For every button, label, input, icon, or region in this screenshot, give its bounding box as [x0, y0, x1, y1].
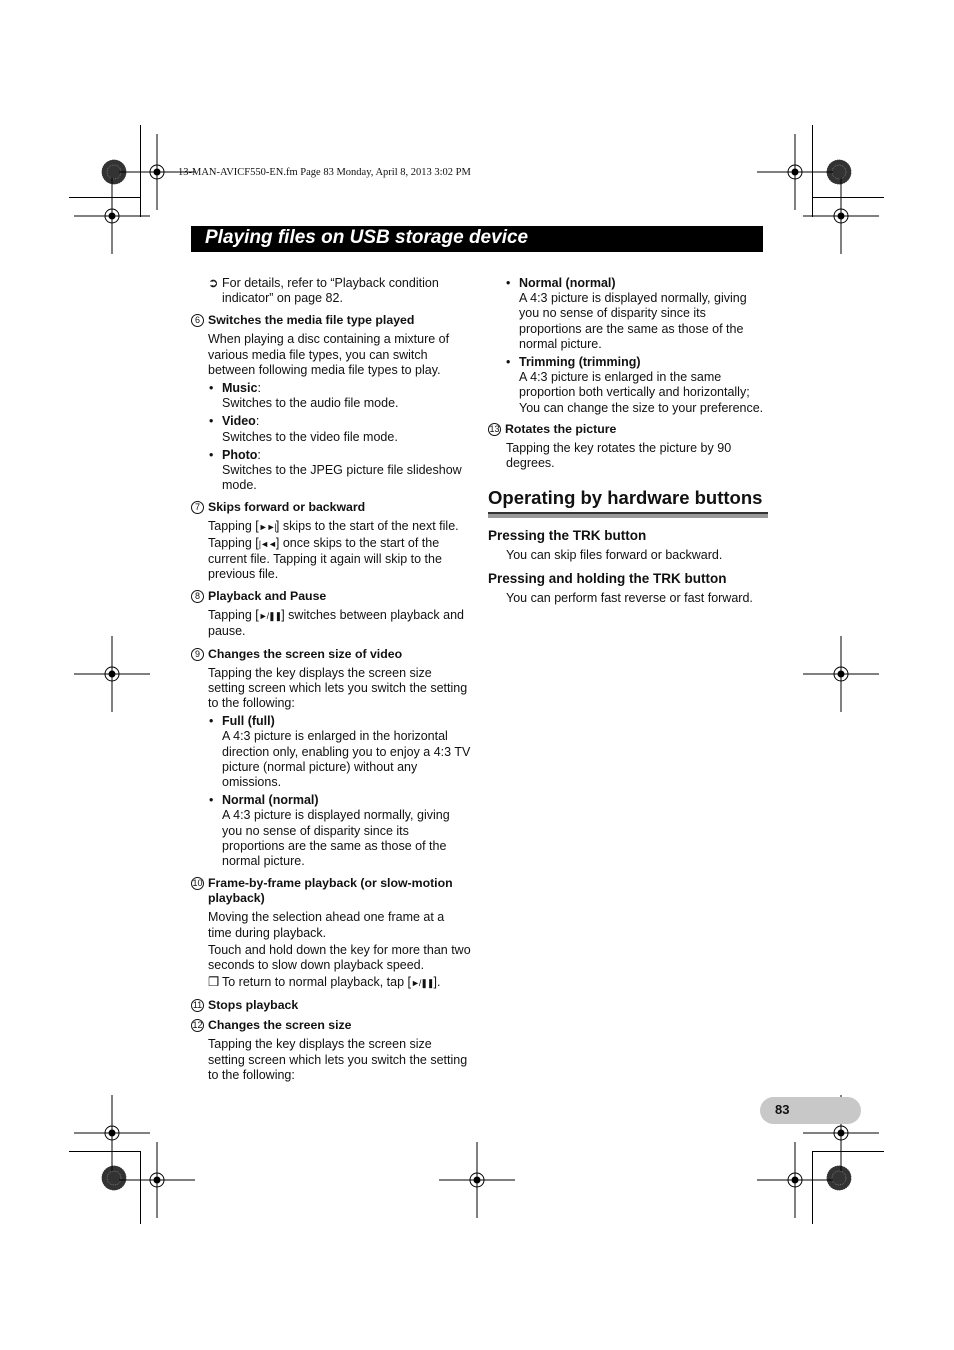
bullet-item: • Trimming (trimming) A 4:3 picture is enlarged in the same proportion both vertically and horizontally; You can change the size to your preference. [506, 355, 764, 415]
number-badge: 8 [191, 590, 204, 603]
left-column [191, 276, 471, 1090]
crosshair-icon [439, 1142, 515, 1218]
play-pause-icon: ►/❚❚ [258, 611, 282, 622]
item-title: Playback and Pause [208, 589, 327, 604]
item-rotate [488, 422, 768, 471]
number-badge: 13 [489, 423, 500, 434]
number-badge: 10 [192, 878, 203, 889]
item-video-screen-size [191, 647, 471, 870]
item-title: Switches the media file type played [208, 313, 415, 328]
section-title: Operating by hardware buttons [488, 487, 763, 509]
item-text: Tapping the key rotates the picture by 90 degrees. [506, 440, 732, 471]
skip-back-icon: |◄◄ [258, 538, 276, 549]
file-stamp: 13-MAN-AVICF550-EN.fm Page 83 Monday, April 8, 2013 3:02 PM [178, 167, 471, 178]
item-playback-pause [191, 589, 471, 639]
item-title: Changes the screen size of video [208, 646, 403, 661]
item-title: Frame-by-frame playback (or slow-motion playback) [208, 876, 453, 906]
subsection-title: Pressing the TRK button [488, 528, 647, 544]
number-badge: 7 [191, 501, 204, 514]
item-text: Tapping the key displays the screen size setting screen which lets you switch the setting to the following: [208, 665, 468, 711]
item-title: Skips forward or backward [208, 500, 366, 515]
item-screen-size [191, 1018, 471, 1083]
item-stop [191, 998, 471, 1013]
crosshair-icon [803, 178, 879, 254]
checkbox-icon: ❒ [208, 975, 220, 990]
item-text: Tapping [►►|] skips to the start of the next file. Tapping [|◄◄] once skips to the start of the current file. Tapping it again will skip to the previous file. [208, 519, 459, 582]
item-title: Rotates the picture [505, 421, 617, 436]
page-number: 83 [775, 1102, 790, 1117]
bullet-item: • Photo: Switches to the JPEG picture file slideshow mode. [209, 447, 462, 493]
header-bar [191, 226, 763, 252]
number-badge: 12 [192, 1020, 203, 1031]
crosshair-icon [803, 636, 879, 712]
item-text: Tapping [►/❚❚] switches between playback and pause. [208, 608, 464, 639]
item-note: ❒ To return to normal playback, tap [►/❚❚]. [191, 975, 471, 991]
item-title: Stops playback [208, 998, 299, 1013]
crosshair-icon [74, 178, 150, 254]
number-badge: 11 [192, 1000, 203, 1011]
subsection-text: You can perform fast reverse or fast forward. [506, 591, 753, 606]
bullet-item: • Normal (normal) A 4:3 picture is displayed normally, giving you no sense of disparity since its proportions are the same as those of the normal picture. [506, 276, 747, 351]
crosshair-icon [757, 1142, 833, 1218]
number-badge: 6 [191, 314, 204, 327]
right-column [488, 276, 768, 615]
item-text: Tapping the key displays the screen size setting screen which lets you switch the setting to the following: [208, 1037, 468, 1082]
arrow-icon: ➲ [208, 276, 219, 290]
star-target-icon [827, 1166, 852, 1191]
crosshair-icon [74, 1095, 150, 1171]
bullet-item: • Normal (normal) A 4:3 picture is displayed normally, giving you no sense of disparity since its proportions are the same as those of the normal picture. [209, 793, 450, 869]
subsection-text: You can skip files forward or backward. [506, 548, 723, 563]
crosshair-icon [74, 636, 150, 712]
crosshair-icon [757, 134, 833, 210]
section-divider [488, 512, 768, 518]
page-number-tab [760, 1097, 861, 1124]
bullet-item: • Full (full) A 4:3 picture is enlarged in the horizontal direction only, enabling you to enjoy a 4:3 TV picture (normal picture) without any omissions. [209, 714, 471, 790]
page-title: Playing files on USB storage device [205, 227, 529, 248]
item-text: Touch and hold down the key for more than two seconds to slow down playback speed. [208, 942, 471, 972]
star-target-icon [102, 1166, 127, 1191]
intro-note: ➲ For details, refer to “Playback condition indicator” on page 82. [208, 276, 439, 306]
item-frame-by-frame [191, 876, 471, 991]
bullet-item: • Music: Switches to the audio file mode. [209, 381, 399, 411]
skip-forward-icon: ►►| [258, 522, 276, 533]
item-text: Moving the selection ahead one frame at a time during playback. [208, 910, 445, 940]
bullet-item: • Video: Switches to the video file mode. [209, 414, 398, 444]
subsection-title: Pressing and holding the TRK button [488, 571, 727, 587]
play-pause-icon: ►/❚❚ [410, 978, 434, 989]
item-title: Changes the screen size [208, 1018, 352, 1033]
item-skip [191, 500, 471, 582]
item-switch-media-type [191, 313, 471, 493]
number-badge: 9 [191, 648, 204, 661]
crosshair-icon [119, 1142, 195, 1218]
item-text: When playing a disc containing a mixture of various media file types, you can switch between following media file types to play. [208, 332, 450, 377]
